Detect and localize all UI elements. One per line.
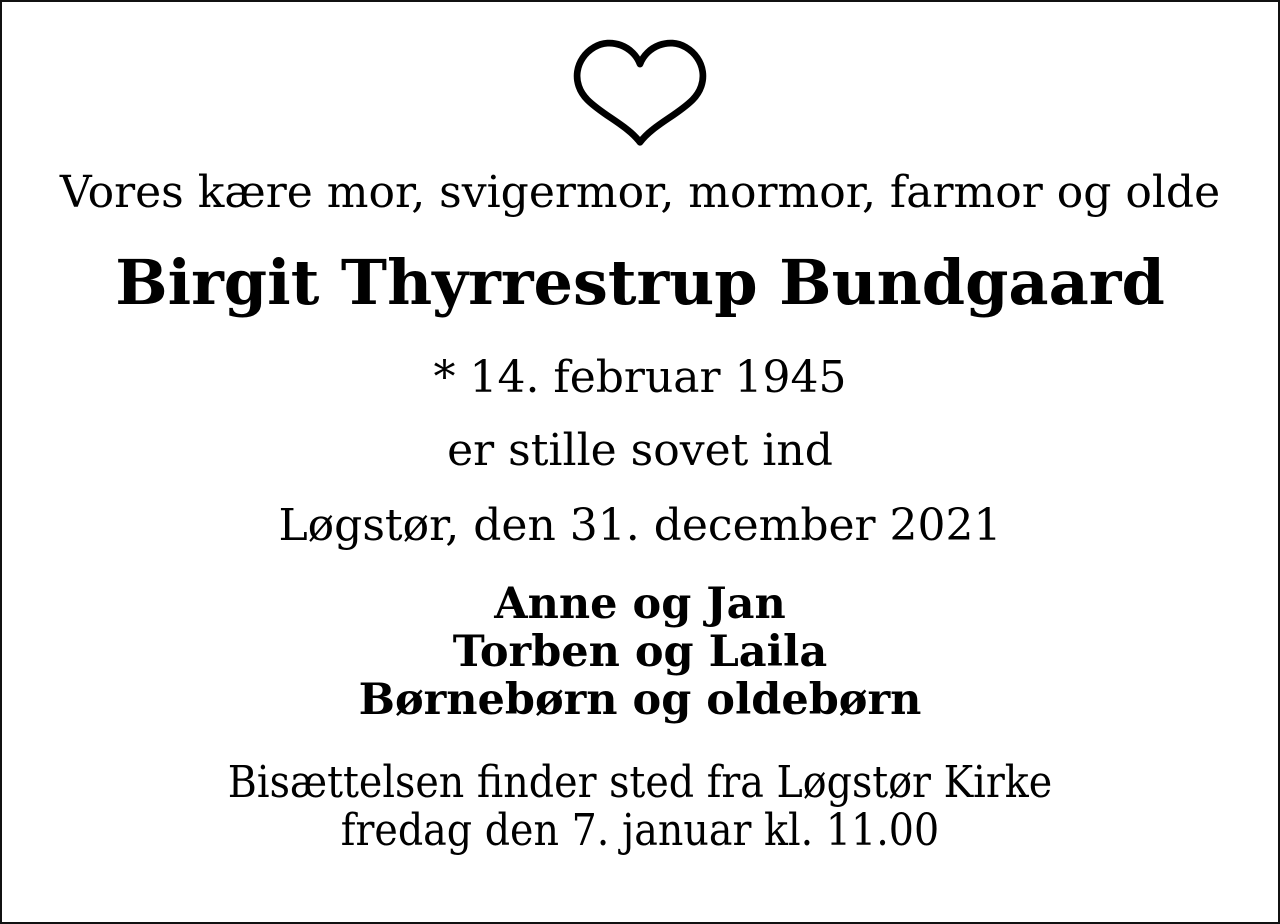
family-line-2: Torben og Laila <box>452 627 828 677</box>
ceremony-line-1: Bisættelsen finder sted fra Løgstør Kirke <box>227 757 1053 808</box>
family-names <box>2 580 1278 724</box>
intro-line: Vores kære mor, svigermor, mormor, farmor og olde <box>59 167 1221 218</box>
ceremony-line-2: fredag den 7. januar kl. 11.00 <box>340 805 940 856</box>
heart-icon <box>566 35 714 149</box>
family-line-1: Anne og Jan <box>494 579 786 629</box>
place-date-line: Løgstør, den 31. december 2021 <box>278 500 1002 551</box>
deceased-name: Birgit Thyrrestrup Bundgaard <box>115 246 1165 319</box>
birth-date-line: * 14. februar 1945 <box>433 352 847 403</box>
family-line-3: Børnebørn og oldebørn <box>358 675 922 725</box>
ceremony-info <box>66 759 1214 855</box>
passing-line: er stille sovet ind <box>447 425 833 476</box>
